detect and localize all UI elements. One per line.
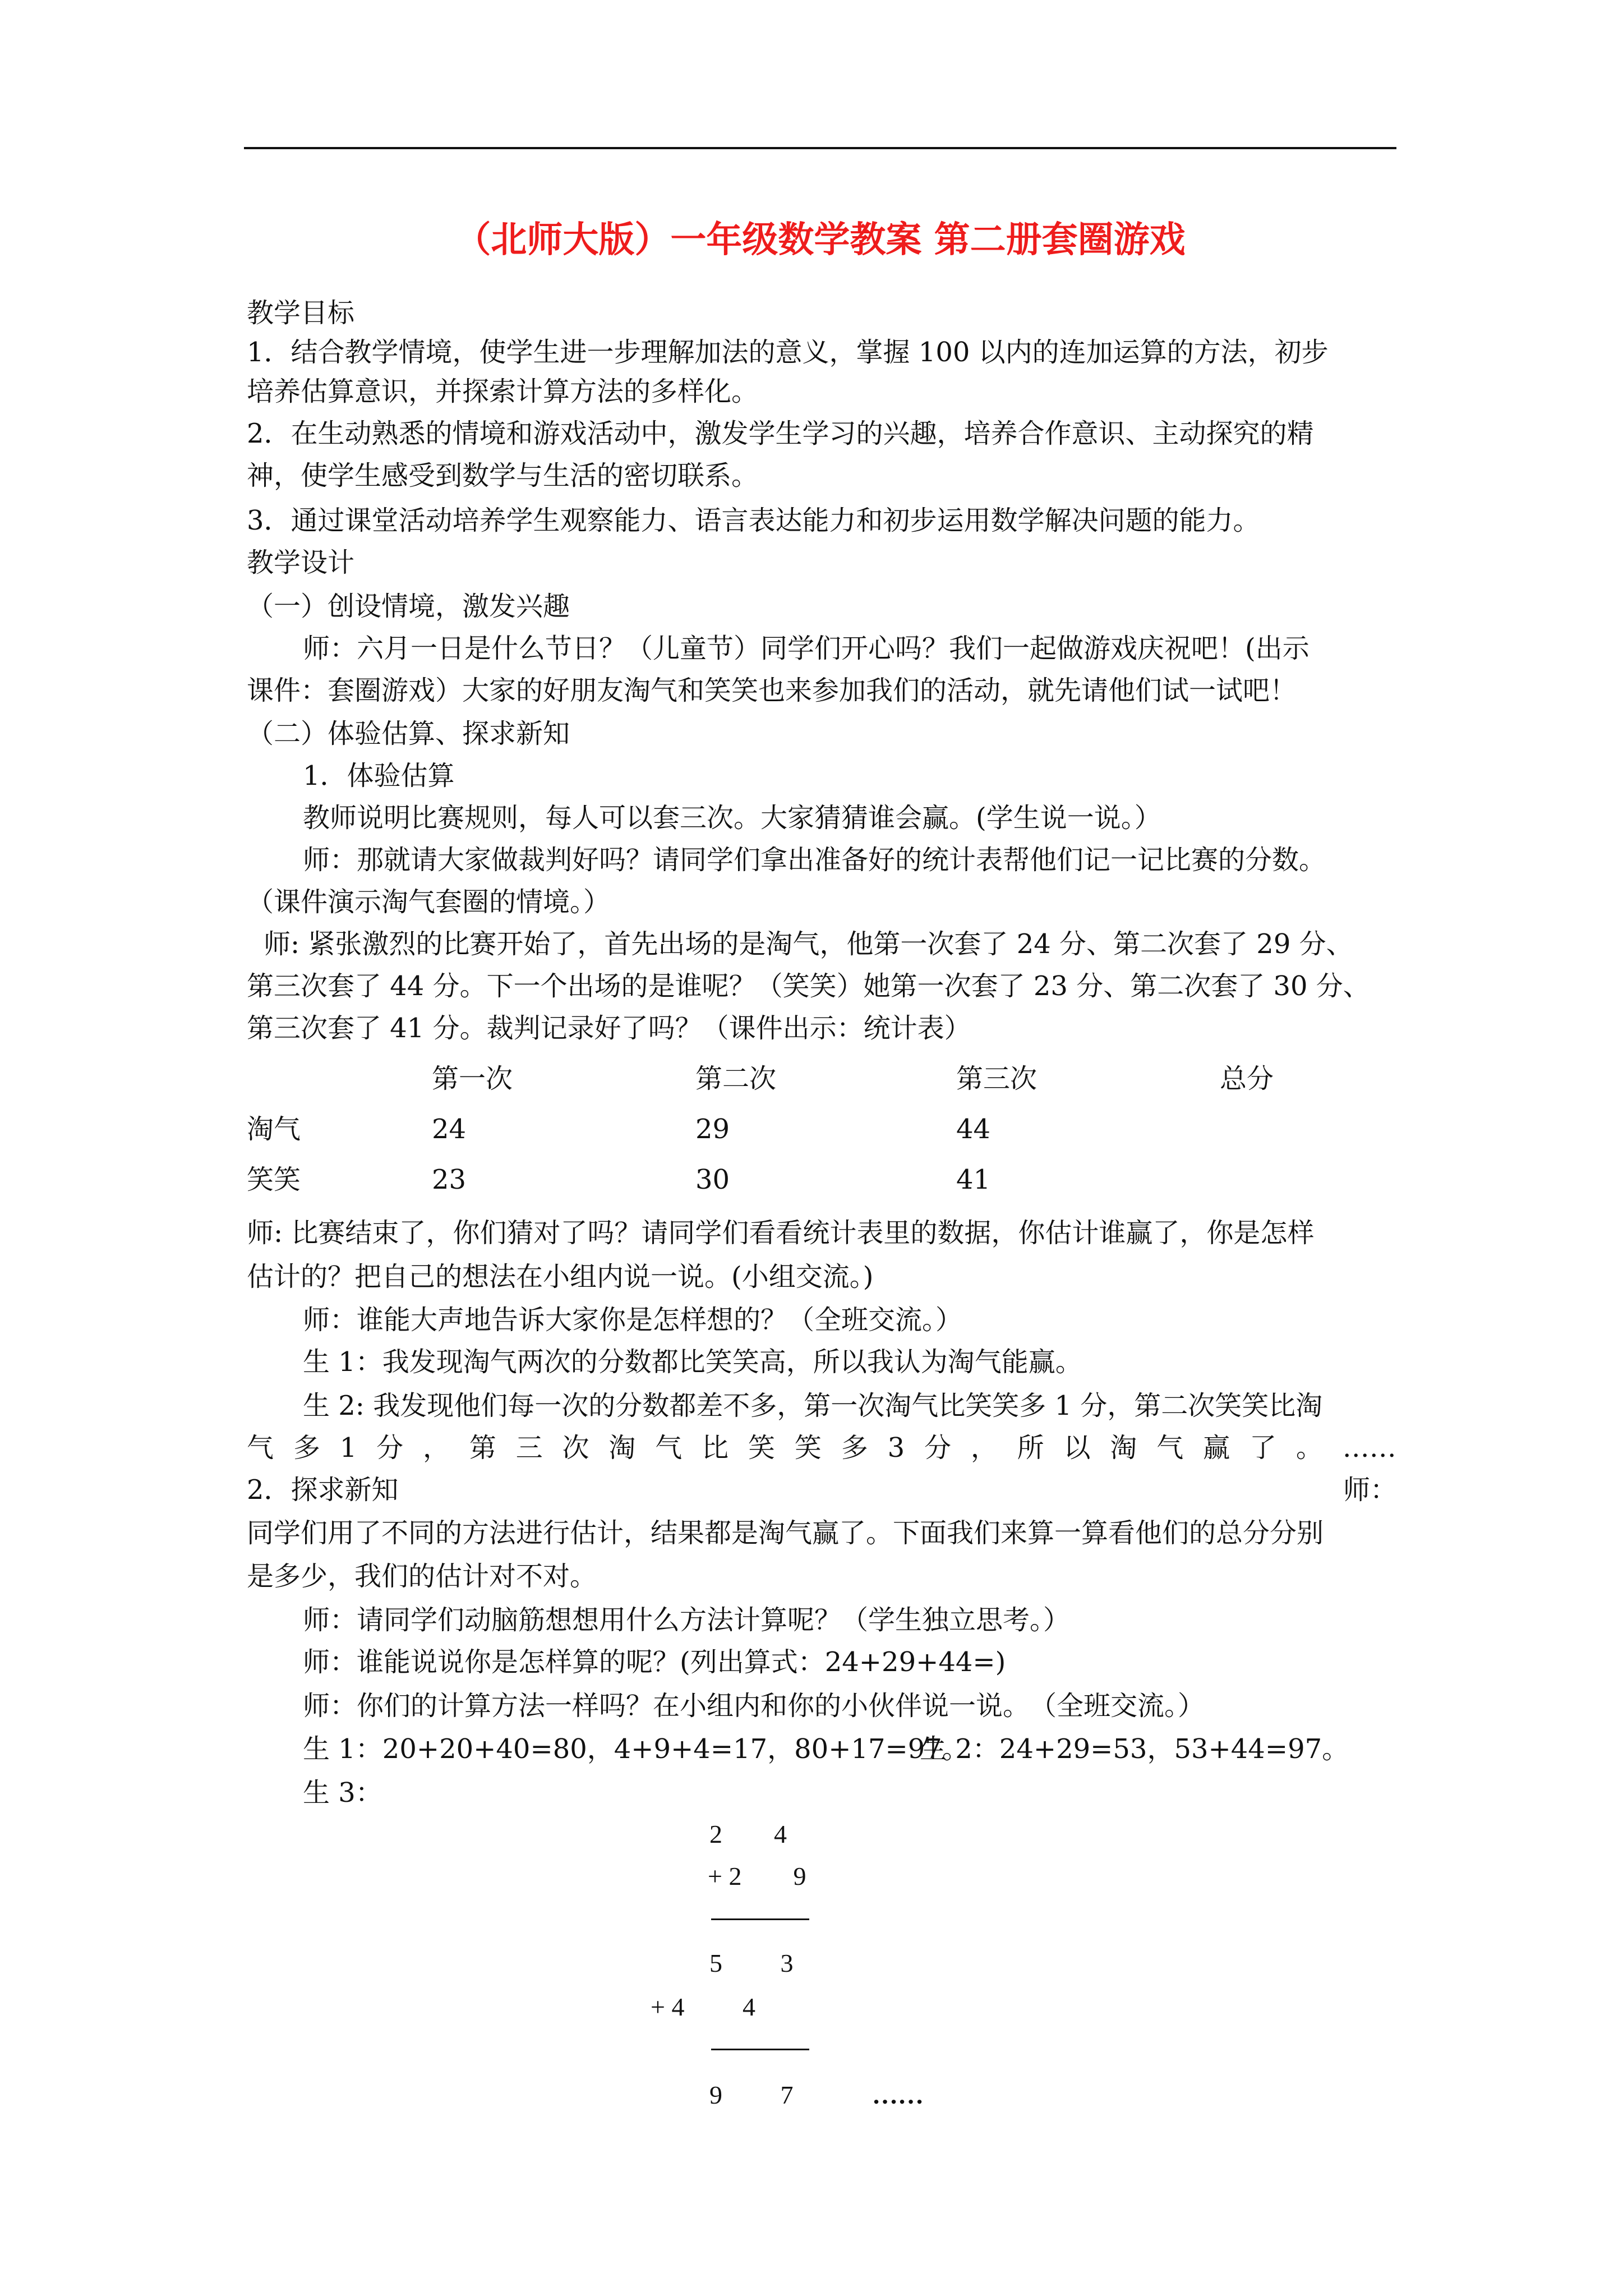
table-header-cell: 总分 — [1220, 1063, 1274, 1094]
glyph: 次 — [562, 1432, 589, 1464]
paragraph-line: 同学们用了不同的方法进行估计，结果都是淘气赢了。下面我们来算一算看他们的总分分别 — [247, 1517, 1324, 1549]
table-cell: 29 — [695, 1114, 730, 1145]
header-rule — [244, 147, 1396, 149]
table-header-cell: 第三次 — [956, 1063, 1038, 1094]
table-row-label: 淘气 — [247, 1114, 301, 1145]
paragraph-line: 师：请同学们动脑筋想想用什么方法计算呢？（学生独立思考。） — [303, 1604, 1071, 1636]
glyph: 比 — [702, 1432, 729, 1464]
glyph: 多 — [841, 1432, 868, 1464]
goal-2-line-1: 2．在生动熟悉的情境和游戏活动中，激发学生学习的兴趣，培养合作意识、主动探究的精 — [247, 418, 1314, 449]
glyph: 气 — [655, 1432, 683, 1464]
goal-1-line-1: 1．结合教学情境，使学生进一步理解加法的意义，掌握 100 以内的连加运算的方法，初步 — [247, 337, 1329, 368]
table-cell: 44 — [956, 1114, 991, 1145]
paragraph-line: 生 1：20+20+40=80，4+9+4=17，80+17=97。 — [303, 1733, 969, 1765]
calc-row: + 4 4 — [651, 1993, 755, 2021]
glyph: 第 — [469, 1432, 496, 1464]
glyph: 淘 — [1110, 1432, 1137, 1464]
paragraph-line: 师：那就请大家做裁判好吗？请同学们拿出准备好的统计表帮他们记一记比赛的分数。 — [303, 844, 1326, 876]
calc-row: + 2 9 — [708, 1862, 806, 1890]
glyph: 分 — [924, 1432, 951, 1464]
table-cell: 30 — [695, 1164, 730, 1195]
glyph: 了 — [1249, 1432, 1276, 1464]
paragraph-line: 师: 比赛结束了，你们猜对了吗？请同学们看看统计表里的数据，你估计谁赢了，你是怎样 — [247, 1217, 1315, 1249]
glyph: 淘 — [608, 1432, 636, 1464]
subsection-heading: 2．探求新知 — [247, 1474, 399, 1506]
paragraph-line: 第三次套了 44 分。下一个出场的是谁呢？（笑笑）她第一次套了 23 分、第二次套了 30 分、 — [247, 970, 1370, 1002]
glyph: 气 — [1156, 1432, 1184, 1464]
calc-row: 2 4 — [709, 1820, 787, 1848]
paragraph-line: 生 3： — [303, 1777, 382, 1809]
paragraph-line: 生 2：24+29=53，53+44=97。 — [920, 1733, 1349, 1765]
calc-row: 5 3 — [709, 1949, 794, 1977]
speaker-label: 师： — [1343, 1474, 1398, 1506]
table-header-cell: 第一次 — [432, 1063, 513, 1094]
paragraph-line: 师：六月一日是什么节日？（儿童节）同学们开心吗？我们一起做游戏庆祝吧！(出示 — [303, 633, 1310, 664]
paragraph-line: 师: 紧张激烈的比赛开始了，首先出场的是淘气，他第一次套了 24 分、第二次套了 29 分、 — [264, 928, 1353, 960]
section-heading-goals: 教学目标 — [247, 297, 355, 329]
glyph: ， — [970, 1432, 998, 1464]
glyph: 以 — [1063, 1432, 1091, 1464]
justified-line — [247, 1427, 1396, 1469]
paragraph-line: 课件：套圈游戏）大家的好朋友淘气和笑笑也来参加我们的活动，就先请他们试一试吧！ — [247, 675, 1297, 706]
subsection-heading: 1．体验估算 — [303, 760, 455, 792]
part-1-heading: （一）创设情境，激发兴趣 — [247, 591, 570, 622]
paragraph-line: 师：谁能说说你是怎样算的呢？(列出算式：24+29+44=) — [303, 1646, 1006, 1678]
glyph: 所 — [1017, 1432, 1044, 1464]
table-cell: 24 — [432, 1114, 467, 1145]
paragraph-line: 估计的？把自己的想法在小组内说一说。(小组交流。) — [247, 1261, 874, 1292]
part-2-heading: （二）体验估算、探求新知 — [247, 718, 570, 749]
goal-3: 3．通过课堂活动培养学生观察能力、语言表达能力和初步运用数学解决问题的能力。 — [247, 505, 1260, 536]
glyph: ， — [422, 1432, 450, 1464]
paragraph-line: 第三次套了 41 分。裁判记录好了吗？（课件出示：统计表） — [247, 1013, 971, 1044]
paragraph-line: 教师说明比赛规则，每人可以套三次。大家猜猜谁会赢。(学生说一说。） — [303, 802, 1161, 834]
table-cell: 23 — [432, 1164, 467, 1195]
glyph: 分 — [376, 1432, 404, 1464]
paragraph-line: 师：你们的计算方法一样吗？在小组内和你的小伙伴说一说。 （全班交流。） — [303, 1690, 1205, 1722]
glyph: 3 — [887, 1432, 905, 1464]
document-title: （北师大版）一年级数学教案 第二册套圈游戏 — [455, 219, 1186, 261]
glyph: 笑 — [748, 1432, 775, 1464]
glyph: 笑 — [794, 1432, 822, 1464]
sum-line — [711, 2049, 809, 2050]
glyph: 多 — [293, 1432, 320, 1464]
glyph: 三 — [515, 1432, 543, 1464]
paragraph-line: 师：谁能大声地告诉大家你是怎样想的？（全班交流。） — [303, 1304, 963, 1336]
table-row-label: 笑笑 — [247, 1164, 301, 1195]
glyph: 赢 — [1203, 1432, 1230, 1464]
paragraph-line: 生 2: 我发现他们每一次的分数都差不多，第一次淘气比笑笑多 1 分，第二次笑笑比淘 — [303, 1390, 1323, 1421]
table-header-cell: 第二次 — [695, 1063, 777, 1094]
goal-2-line-2: 神，使学生感受到数学与生活的密切联系。 — [247, 460, 759, 491]
glyph: …… — [1342, 1432, 1396, 1464]
sum-line — [711, 1918, 809, 1920]
ellipsis: …… — [872, 2081, 924, 2109]
paragraph-line: 是多少，我们的估计对不对。 — [247, 1561, 597, 1592]
glyph: 1 — [339, 1432, 357, 1464]
glyph: 。 — [1295, 1432, 1323, 1464]
section-heading-design: 教学设计 — [247, 547, 355, 578]
paragraph-line: 生 1：我发现淘气两次的分数都比笑笑高，所以我认为淘气能赢。 — [303, 1346, 1082, 1378]
glyph: 气 — [247, 1432, 274, 1464]
goal-1-line-2: 培养估算意识，并探索计算方法的多样化。 — [247, 376, 759, 407]
table-cell: 41 — [956, 1164, 991, 1195]
paragraph-line: （课件演示淘气套圈的情境。） — [247, 886, 611, 918]
calc-row: 9 7 — [709, 2081, 794, 2109]
